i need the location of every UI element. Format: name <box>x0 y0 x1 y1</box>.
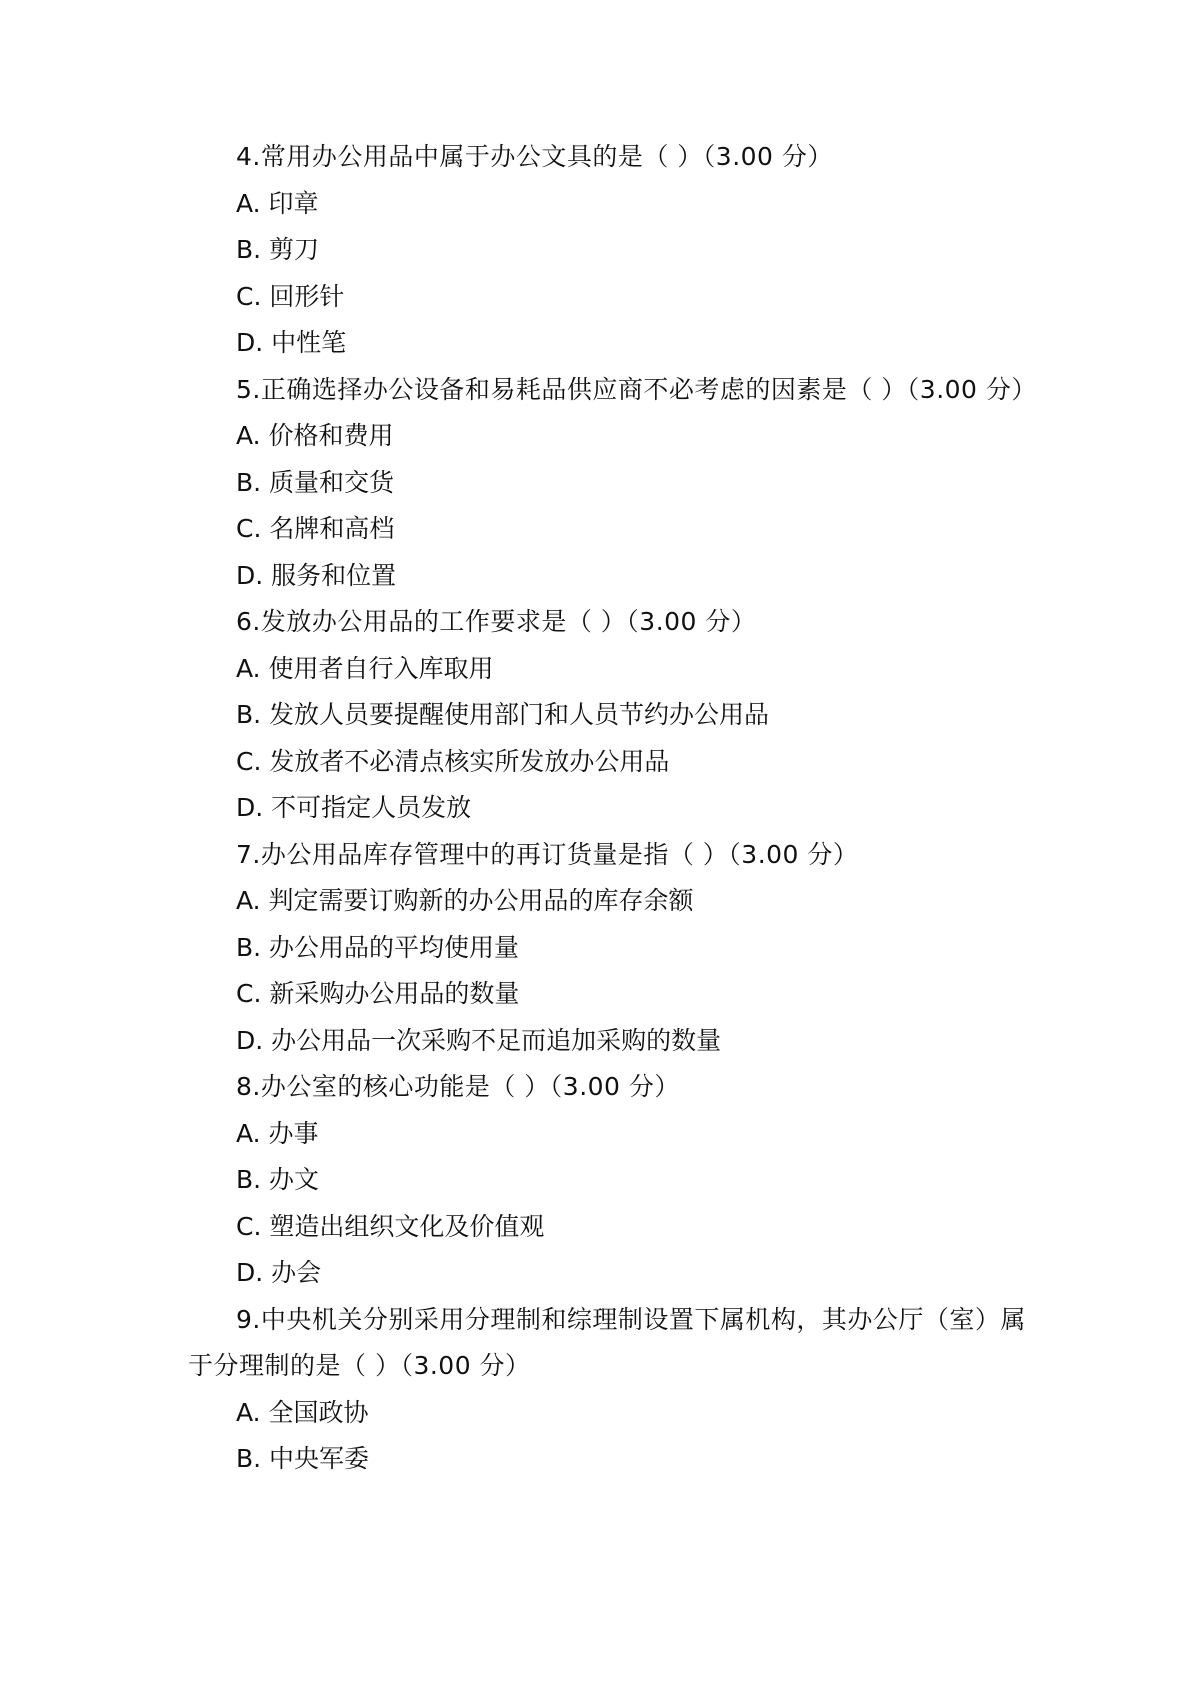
option-b: B. 办文 <box>236 1165 320 1194</box>
question-stem: 6.发放办公用品的工作要求是（ ）（3.00 分） <box>236 607 757 636</box>
option-c: C. 塑造出组织文化及价值观 <box>236 1211 545 1241</box>
option-b: B. 质量和交货 <box>236 467 395 497</box>
question-stem: 4.常用办公用品中属于办公文具的是（ ）（3.00 分） <box>236 142 833 171</box>
option-a: A. 办事 <box>236 1118 319 1148</box>
option-b: B. 中央军委 <box>236 1444 370 1473</box>
option-a: A. 价格和费用 <box>236 421 394 450</box>
option-a: A. 使用者自行入库取用 <box>236 653 494 683</box>
option-c: C. 名牌和高档 <box>236 514 395 543</box>
option-d: D. 不可指定人员发放 <box>236 793 472 822</box>
option-d: D. 办会 <box>236 1258 322 1287</box>
option-a: A. 判定需要订购新的办公用品的库存余额 <box>236 886 694 915</box>
option-c: C. 回形针 <box>236 281 345 311</box>
question-4 <box>188 134 1028 367</box>
question-list <box>188 134 1037 1483</box>
question-7 <box>188 832 1028 1065</box>
question-9 <box>188 1297 1028 1483</box>
option-b: B. 剪刀 <box>236 235 320 264</box>
question-8 <box>188 1064 1028 1297</box>
question-5 <box>188 367 1037 600</box>
question-stem: 8.办公室的核心功能是（ ）（3.00 分） <box>236 1072 680 1101</box>
option-c: C. 新采购办公用品的数量 <box>236 979 520 1008</box>
option-b: B. 发放人员要提醒使用部门和人员节约办公用品 <box>236 700 770 729</box>
question-stem: 7.办公用品库存管理中的再订货量是指（ ）（3.00 分） <box>236 839 859 869</box>
option-d: D. 服务和位置 <box>236 560 397 590</box>
question-6 <box>188 599 1028 832</box>
option-a: A. 全国政协 <box>236 1397 369 1427</box>
option-a: A. 印章 <box>236 188 319 218</box>
option-c: C. 发放者不必清点核实所发放办公用品 <box>236 746 670 776</box>
question-stem: 5.正确选择办公设备和易耗品供应商不必考虑的因素是（ ）（3.00 分） <box>236 374 1037 404</box>
question-stem: 9.中央机关分别采用分理制和综理制设置下属机构，其办公厅（室）属于分理制的是（ ）（3.00 分） <box>188 1304 1026 1380</box>
option-d: D. 办公用品一次采购不足而追加采购的数量 <box>236 1025 722 1055</box>
option-b: B. 办公用品的平均使用量 <box>236 932 520 962</box>
option-d: D. 中性笔 <box>236 328 347 357</box>
